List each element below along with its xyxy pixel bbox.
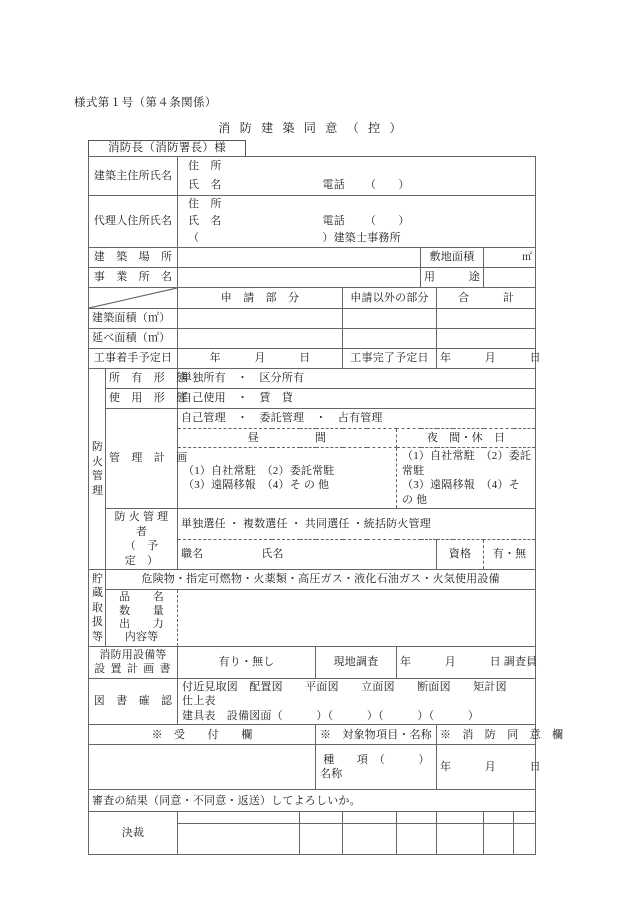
output-label: 出 力 xyxy=(119,617,164,630)
usage-value[interactable] xyxy=(484,268,536,288)
agent-office-label: （ ）建築士事務所 xyxy=(188,232,401,245)
equipment-plan-label xyxy=(89,646,178,678)
survey-date-field[interactable]: 年 月 日 調査員 xyxy=(397,646,536,678)
fire-manager-label-line2: （ 予 定 ） xyxy=(124,540,170,567)
approval-cell-bottom-1[interactable] xyxy=(178,824,300,855)
total-floor-other[interactable] xyxy=(343,329,437,349)
agent-address-field[interactable] xyxy=(178,196,536,214)
fire-manager-label-line1: 防 火 管 理 者 xyxy=(114,511,169,538)
site-value[interactable] xyxy=(178,248,421,268)
approval-cell-top-1[interactable] xyxy=(178,812,300,824)
approval-row-top xyxy=(89,812,536,824)
addressee-box: 消防長（消防署長）様 xyxy=(88,140,246,156)
review-result-row xyxy=(89,790,536,812)
storage-field-labels xyxy=(106,590,178,647)
content-label: 内容等 xyxy=(124,631,159,644)
fire-manager-label xyxy=(106,509,178,570)
post-label: 職名 xyxy=(181,548,204,561)
end-date-value[interactable]: 年 月 日 xyxy=(437,349,536,369)
building-area-total[interactable] xyxy=(437,309,536,329)
approval-cell-top-5[interactable] xyxy=(437,812,484,824)
equipment-plan-label-line2: 設 置 計 画 書 xyxy=(94,663,172,676)
nighttime-label: 夜 間・休 日 xyxy=(397,429,536,448)
area-unit: ㎡ xyxy=(521,252,533,264)
ownership-row xyxy=(89,369,536,389)
construction-date-row xyxy=(89,349,536,369)
reception-header: ※ 受 付 欄 xyxy=(89,725,316,745)
site-area-value[interactable] xyxy=(484,248,536,268)
fire-mgmt-section-label: 防 火 管 理 xyxy=(89,369,106,570)
business-row xyxy=(89,268,536,288)
documents-check-label: 図 書 確 認 xyxy=(89,678,178,725)
total-floor-total[interactable] xyxy=(437,329,536,349)
owner-row xyxy=(89,157,536,177)
mgmt-plan-label: 管 理 計 画 xyxy=(106,409,178,509)
documents-line-2: 建具表 設備図面（ ）（ ）（ ）（ ） xyxy=(182,709,480,722)
documents-line-1: 付近見取図 配置図 平面図 立面図 断面図 矩計図 仕上表 xyxy=(182,680,530,708)
manager-post-name-field[interactable] xyxy=(178,539,437,570)
manager-appointment-row xyxy=(89,509,536,540)
equipment-has-or-not[interactable]: 有り・無し xyxy=(178,646,316,678)
usage-form-options[interactable]: 自己使用 ・ 賃 貸 xyxy=(178,389,536,409)
kind-item-label: 種 項 （ ） xyxy=(323,753,430,766)
business-value[interactable] xyxy=(178,268,421,288)
start-date-label: 工事着手予定日 xyxy=(89,349,178,369)
approval-cell-bottom-2[interactable] xyxy=(300,824,343,855)
agent-office-field[interactable] xyxy=(178,230,536,248)
owner-name-field[interactable] xyxy=(178,176,536,196)
usage-form-row xyxy=(89,389,536,409)
approval-label: 決裁 xyxy=(89,812,178,855)
agent-row xyxy=(89,196,536,214)
nighttime-options[interactable] xyxy=(397,448,536,509)
building-area-other[interactable] xyxy=(343,309,437,329)
consent-date-field[interactable]: 年 月 日 xyxy=(437,745,536,790)
approval-cell-bottom-6[interactable] xyxy=(484,824,514,855)
total-floor-row xyxy=(89,329,536,349)
document-title: 消 防 建 築 同 意 （ 控 ） xyxy=(218,121,405,135)
agent-tel-paren: （ ） xyxy=(364,215,410,228)
agent-name-label: 氏 名 xyxy=(188,215,222,228)
equipment-plan-row xyxy=(89,646,536,678)
appointment-options[interactable]: 単独選任 ・ 複数選任 ・ 共同選任 ・統括防火管理 xyxy=(178,509,536,540)
reception-field[interactable] xyxy=(89,745,316,790)
item-name-label: 品 名 xyxy=(119,591,164,604)
approval-cell-bottom-5[interactable] xyxy=(437,824,484,855)
review-result-text: 審査の結果（同意・不同意・返送）してよろしいか。 xyxy=(89,790,536,812)
building-area-applied[interactable] xyxy=(178,309,343,329)
equipment-plan-label-line1: 消防用設備等 xyxy=(99,648,167,661)
target-header: ※ 対象物項目・名称 xyxy=(316,725,437,745)
col-other-header: 申請以外の部分 xyxy=(343,288,437,309)
col-applied-header: 申 請 部 分 xyxy=(178,288,343,309)
consent-header: ※ 消 防 同 意 欄 xyxy=(437,725,536,745)
mgmt-types-row xyxy=(89,409,536,429)
official-headers-row xyxy=(89,725,536,745)
hazard-items-row xyxy=(89,570,536,590)
approval-cell-bottom-7[interactable] xyxy=(514,824,536,855)
approval-cell-top-7[interactable] xyxy=(514,812,536,824)
ownership-label: 所 有 形 態 xyxy=(106,369,178,389)
storage-detail-value[interactable] xyxy=(178,590,536,647)
approval-cell-bottom-3[interactable] xyxy=(343,824,397,855)
building-area-label: 建築面積（㎡） xyxy=(89,309,178,329)
consent-form-table xyxy=(88,156,564,855)
official-fields-row xyxy=(89,745,536,790)
qualification-label: 資格 xyxy=(437,539,484,570)
agent-name-field[interactable] xyxy=(178,213,536,230)
approval-cell-top-6[interactable] xyxy=(484,812,514,824)
tel-label: 電話 xyxy=(322,179,345,192)
quantity-label: 数 量 xyxy=(119,604,164,617)
mgmt-types-options[interactable]: 自己管理 ・ 委託管理 ・ 占有管理 xyxy=(178,409,536,429)
name-label: 氏 名 xyxy=(188,179,222,192)
business-label: 事 業 所 名 xyxy=(89,268,178,288)
site-label: 建 築 場 所 xyxy=(89,248,178,268)
ownership-options[interactable]: 単独所有 ・ 区分所有 xyxy=(178,369,536,389)
daytime-options[interactable] xyxy=(178,448,397,509)
total-floor-label: 延べ面積（㎡） xyxy=(89,329,178,349)
owner-label: 建築主住所氏名 xyxy=(89,157,178,196)
area-header-row xyxy=(89,288,536,309)
building-area-row xyxy=(89,309,536,329)
documents-check-options[interactable] xyxy=(178,678,536,725)
target-field[interactable] xyxy=(316,745,437,790)
hazard-items-options[interactable]: 危険物・指定可燃物・火薬類・高圧ガス・液化石油ガス・火気使用設備 xyxy=(106,570,536,590)
qualification-options[interactable]: 有・無 xyxy=(484,539,536,570)
site-row xyxy=(89,248,536,268)
address-label: 住 所 xyxy=(188,160,222,173)
col-total-header: 合 計 xyxy=(437,288,536,309)
site-area-label: 敷地面積 xyxy=(421,248,484,268)
approval-cell-top-3[interactable] xyxy=(343,812,397,824)
end-date-label: 工事完了予定日 xyxy=(343,349,437,369)
form-number: 様式第１号（第４条関係） xyxy=(74,97,217,109)
approval-cell-top-4[interactable] xyxy=(397,812,437,824)
daytime-label: 昼 間 xyxy=(178,429,397,448)
usage-form-label: 使 用 形 態 xyxy=(106,389,178,409)
usage-label: 用 途 xyxy=(421,268,484,288)
night-option-line-2: （3）遠隔移報 （4）そ の 他 xyxy=(402,479,520,506)
documents-check-row xyxy=(89,678,536,725)
approval-cell-top-2[interactable] xyxy=(300,812,343,824)
day-option-line-2: （3）遠隔移報 （4）そ の 他 xyxy=(183,479,330,492)
site-survey-label: 現地調査 xyxy=(316,646,397,678)
night-option-line-1: （1）自社常駐 （2）委託常駐 xyxy=(402,450,532,477)
diagonal-header-cell xyxy=(89,288,178,309)
day-option-line-1: （1）自社常駐 （2）委託常駐 xyxy=(183,464,335,477)
agent-address-label: 住 所 xyxy=(188,198,222,211)
diagonal-line-icon xyxy=(89,288,177,308)
storage-detail-row xyxy=(89,590,536,647)
storage-section-label: 貯 蔵 取 扱 等 xyxy=(89,570,106,647)
owner-address-field[interactable] xyxy=(178,157,536,177)
approval-cell-bottom-4[interactable] xyxy=(397,824,437,855)
target-name-label: 名称 xyxy=(320,768,343,781)
agent-tel-label: 電話 xyxy=(322,215,345,228)
person-name-label: 氏名 xyxy=(261,548,284,561)
tel-paren: （ ） xyxy=(364,179,410,192)
agent-label: 代理人住所氏名 xyxy=(89,196,178,248)
start-date-value[interactable]: 年 月 日 xyxy=(178,349,343,369)
total-floor-applied[interactable] xyxy=(178,329,343,349)
